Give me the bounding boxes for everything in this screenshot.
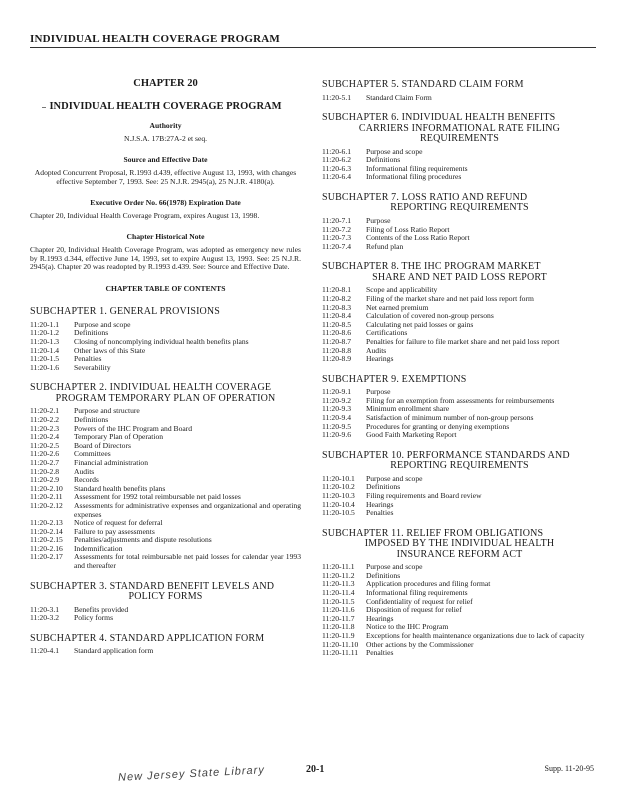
section-title: Minimum enrollment share [366,404,450,414]
section-number: 11:20-2.15 [30,535,63,545]
subchapter-heading [30,383,301,404]
subchapter-heading [322,262,597,283]
section-title: Hearings [366,354,394,364]
section-number: 11:20-1.4 [30,345,60,355]
section-entry [322,234,597,243]
section-entry [322,606,597,615]
section-entry [30,502,301,519]
subchapter-block [30,307,301,372]
section-title: Procedures for granting or denying exemptions [366,421,510,431]
section-entry [30,433,301,442]
section-title: Standard Claim Form [366,92,432,102]
section-number: 11:20-7.2 [322,224,352,234]
section-entry [322,641,597,650]
section-number: 11:20-11.2 [322,570,355,580]
subchapter-heading-line: POLICY FORMS [128,591,203,603]
section-number: 11:20-11.6 [322,605,355,615]
section-list [322,217,597,251]
section-title: Assessments for administrative expenses and organizational and operating expenses [74,500,301,519]
section-entry [30,338,301,347]
section-entry [322,397,597,406]
section-number: 11:20-8.4 [322,311,352,321]
subchapter-heading [322,113,597,145]
section-entry [322,563,597,572]
running-head: INDIVIDUAL HEALTH COVERAGE PROGRAM [30,33,280,45]
section-entry [30,519,301,528]
subchapter-heading [322,529,597,561]
section-number: 11:20-11.10 [322,639,359,649]
subchapter-block [322,529,597,658]
subchapter-block [322,262,597,363]
subchapter-heading-line: INSURANCE REFORM ACT [396,548,523,560]
section-number: 11:20-2.1 [30,406,60,416]
section-entry [322,347,597,356]
section-entry [322,148,597,157]
section-entry [322,338,597,347]
section-title: Filing for an exemption from assessments for reimbursements [366,395,555,405]
section-title: Other laws of this State [74,345,146,355]
section-entry [30,347,301,356]
section-title: Notice of request for deferral [74,518,163,528]
executive-order-text: Chapter 20, Individual Health Coverage Program, expires August 13, 1998. [30,210,260,220]
section-title: Records [74,475,99,485]
subchapter-block [322,80,597,102]
section-entry [322,431,597,440]
section-list [322,475,597,518]
section-entry [30,553,301,570]
subchapter-heading-line: CARRIERS INFORMATIONAL RATE FILING [358,122,561,134]
section-title: Net earned premium [366,302,429,312]
section-title: Board of Directors [74,440,131,450]
section-number: 11:20-2.7 [30,457,60,467]
section-number: 11:20-11.8 [322,622,355,632]
executive-order-heading: Executive Order No. 66(1978) Expiration Date [90,198,241,208]
subchapter-heading-line: SHARE AND NET PAID LOSS REPORT [372,271,547,283]
section-title: Penalties [366,508,394,518]
section-title: Definitions [366,570,401,580]
section-number: 11:20-9.3 [322,404,352,414]
section-number: 11:20-2.5 [30,440,60,450]
section-list [30,321,301,373]
section-number: 11:20-10.1 [322,473,355,483]
section-number: 11:20-2.6 [30,449,60,459]
section-entry [30,459,301,468]
section-number: 11:20-4.1 [30,646,60,656]
subchapter-heading [322,193,597,214]
subchapter-heading-line: REPORTING REQUIREMENTS [390,202,529,214]
subchapter-heading [30,307,301,318]
section-title: Audits [74,466,95,476]
subchapter-block [30,383,301,570]
section-entry [322,295,597,304]
section-number: 11:20-8.1 [322,285,352,295]
section-title: Audits [366,345,387,355]
section-number: 11:20-6.3 [322,163,352,173]
section-title: Definitions [74,328,109,338]
section-title: Satisfaction of minimum number of non-group persons [366,412,534,422]
section-title: Confidentiality of request for relief [366,596,473,606]
section-number: 11:20-8.8 [322,345,352,355]
section-list [322,286,597,363]
section-title: Contents of the Loss Ratio Report [366,233,470,243]
section-entry [30,407,301,416]
section-number: 11:20-8.6 [322,328,352,338]
subchapter-heading-line: SUBCHAPTER 1. GENERAL PROVISIONS [30,306,221,318]
section-entry [30,536,301,545]
section-number: 11:20-7.3 [322,233,352,243]
library-stamp: New Jersey State Library [117,764,266,784]
section-title: Severability [74,362,111,372]
section-title: Refund plan [366,241,404,251]
source-heading: Source and Effective Date [123,155,208,165]
section-list [322,563,597,658]
section-number: 11:20-7.1 [322,215,352,225]
section-list [30,606,301,623]
section-entry [30,606,301,615]
section-title: Certifications [366,328,408,338]
subchapter-heading-line: SUBCHAPTER 2. INDIVIDUAL HEALTH COVERAGE [30,382,272,394]
section-title: Assessments for total reimbursable net paid losses for calendar year 1993 and thereafter [74,552,301,571]
subchapter-heading-line: SUBCHAPTER 6. INDIVIDUAL HEALTH BENEFITS [322,112,556,124]
section-number: 11:20-11.3 [322,579,355,589]
section-entry [322,492,597,501]
section-number: 11:20-10.2 [322,482,355,492]
section-list [30,407,301,570]
section-title: Purpose and structure [74,406,140,416]
section-number: 11:20-10.3 [322,490,355,500]
section-number: 11:20-2.16 [30,543,63,553]
section-title: Hearings [366,613,394,623]
section-number: 11:20-11.4 [322,588,355,597]
section-entry [30,321,301,330]
subchapter-heading [30,582,301,603]
section-number: 11:20-10.5 [322,508,355,518]
section-title: Notice to the IHC Program [366,622,449,632]
section-title: Standard health benefits plans [74,483,166,493]
section-title: Good Faith Marketing Report [366,430,457,440]
section-title: Exceptions for health maintenance organizations due to lack of capacity [366,630,585,640]
section-title: Definitions [366,482,401,492]
section-number: 11:20-8.3 [322,302,352,312]
section-title: Informational filing requirements [366,163,468,173]
section-title: Scope and applicability [366,285,438,295]
section-title: Filing requirements and Board review [366,490,482,500]
section-number: 11:20-11.7 [322,613,355,623]
section-number: 11:20-6.1 [322,146,352,156]
section-number: 11:20-9.6 [322,430,352,440]
left-toc [30,307,301,656]
section-entry [322,217,597,226]
section-entry [322,649,597,658]
section-entry [322,615,597,624]
section-entry [322,321,597,330]
section-title: Penalties for failure to file market share and net paid loss report [366,336,560,346]
section-title: Definitions [366,155,401,165]
section-number: 11:20-2.11 [30,492,63,502]
right-column [322,80,597,669]
section-number: 11:20-2.4 [30,432,60,442]
subchapter-block [322,375,597,440]
subchapter-heading [322,80,597,91]
subchapter-heading-line: SUBCHAPTER 8. THE IHC PROGRAM MARKET [322,261,541,273]
section-title: Application procedures and filing format [366,579,491,589]
section-number: 11:20-6.2 [322,155,352,165]
section-title: Benefits provided [74,604,129,614]
section-number: 11:20-1.5 [30,354,60,364]
section-number: 11:20-5.1 [322,92,352,102]
supplement-date: Supp. 11-20-95 [544,764,594,773]
section-number: 11:20-2.2 [30,414,60,424]
section-entry [322,423,597,432]
section-number: 11:20-1.3 [30,337,60,346]
history-text: Chapter 20, Individual Health Coverage Program, was adopted as emergency new rules by R.1993 d.344, effective June 14, 1993, set to expire August 13, 1993. See: 25 N.J.R. 2945(a). Chapter 20 was readopted by R.1993 d.439. See: Source and Effective Date. [30,244,301,272]
section-number: 11:20-2.14 [30,526,63,536]
section-title: Powers of the IHC Program and Board [74,423,193,433]
section-number: 11:20-9.4 [322,412,352,422]
section-number: 11:20-8.5 [322,319,352,329]
section-list [322,388,597,440]
subchapter-heading-line: REPORTING REQUIREMENTS [390,460,529,472]
subchapter-block [322,113,597,182]
section-entry [30,450,301,459]
section-entry [30,614,301,623]
subchapter-heading-line: SUBCHAPTER 9. EXEMPTIONS [322,373,467,385]
section-number: 11:20-3.2 [30,613,60,623]
section-entry [322,509,597,518]
subchapter-heading-line: IMPOSED BY THE INDIVIDUAL HEALTH [364,538,555,550]
subchapter-heading-line: SUBCHAPTER 4. STANDARD APPLICATION FORM [30,632,265,644]
section-title: Assessment for 1992 total reimbursable net paid losses [74,492,241,502]
section-entry [322,173,597,182]
section-number: 11:20-8.9 [322,354,352,364]
section-title: Financial administration [74,457,149,467]
section-number: 11:20-8.2 [322,293,352,303]
section-number: 11:20-11.5 [322,596,355,606]
section-entry [30,425,301,434]
section-title: Failure to pay assessments [74,526,155,536]
header-rule [30,47,596,48]
section-number: 11:20-2.13 [30,518,63,528]
section-title: Penalties [74,354,102,364]
section-title: Closing of noncomplying individual health benefits plans [74,337,249,346]
section-entry [30,468,301,477]
section-title: Calculating net paid losses or gains [366,319,474,329]
chapter-title: INDIVIDUAL HEALTH COVERAGE PROGRAM [49,100,282,112]
section-number: 11:20-11.9 [322,630,355,640]
subchapter-block [30,634,301,656]
subchapter-heading-line: SUBCHAPTER 3. STANDARD BENEFIT LEVELS AND [30,580,275,592]
section-number: 11:20-10.4 [322,499,355,509]
section-number: 11:20-6.4 [322,172,352,182]
section-entry [30,364,301,373]
subchapter-heading [322,375,597,386]
section-entry [30,647,301,656]
section-number: 11:20-2.8 [30,466,60,476]
section-title: Purpose [366,215,391,225]
page-number: 20-1 [306,764,325,775]
section-list [30,647,301,656]
section-number: 11:20-11.1 [322,562,355,572]
chapter-number: CHAPTER 20 [133,78,198,89]
section-number: 11:20-2.17 [30,552,63,562]
subchapter-heading [322,451,597,472]
section-title: Purpose [366,387,391,397]
subchapter-heading-line: SUBCHAPTER 10. PERFORMANCE STANDARDS AND [322,449,570,461]
section-number: 11:20-11.11 [322,648,359,658]
section-number: 11:20-3.1 [30,604,60,614]
section-number: 11:20-2.3 [30,423,60,433]
section-title: Purpose and scope [366,146,423,156]
section-entry [322,501,597,510]
section-title: Other actions by the Commissioner [366,639,474,649]
section-title: Standard application form [74,646,154,656]
subchapter-block [30,582,301,623]
subchapter-block [322,451,597,518]
section-number: 11:20-7.4 [322,241,352,251]
section-number: 11:20-1.1 [30,319,60,329]
source-text: Adopted Concurrent Proposal, R.1993 d.439, effective August 13, 1993, with changes effective September 7, 1993. See: 25 N.J.R. 2945(a), 25 N.J.R. 4180(a). [34,167,297,186]
section-entry [30,476,301,485]
section-number: 11:20-2.12 [30,500,63,510]
toc-heading: CHAPTER TABLE OF CONTENTS [105,283,226,293]
subchapter-block [322,193,597,251]
section-title: Purpose and scope [366,562,423,572]
subchapter-heading-line: SUBCHAPTER 5. STANDARD CLAIM FORM [322,79,524,90]
section-title: Informational filing requirements [366,588,468,597]
authority-heading: Authority [149,121,182,131]
subchapter-heading-line: PROGRAM TEMPORARY PLAN OF OPERATION [55,392,276,404]
section-number: 11:20-2.10 [30,483,63,493]
section-number: 11:20-9.1 [322,387,352,397]
section-title: Purpose and scope [74,319,131,329]
subchapter-heading-line: REQUIREMENTS [419,133,500,145]
section-entry [30,355,301,364]
history-heading: Chapter Historical Note [126,232,205,242]
section-number: 11:20-2.9 [30,475,60,485]
section-title: Indemnification [74,543,123,553]
section-entry [322,94,597,103]
section-title: Purpose and scope [366,473,423,483]
section-entry [322,355,597,364]
section-title: Definitions [74,414,109,424]
section-entry [30,442,301,451]
section-number: 11:20-9.5 [322,421,352,431]
right-toc [322,80,597,658]
section-title: Informational filing procedures [366,172,462,182]
section-title: Penalties [366,648,394,658]
section-title: Policy forms [74,613,114,623]
section-title: Hearings [366,499,394,509]
section-title: Temporary Plan of Operation [74,432,164,442]
section-number: 11:20-1.2 [30,328,60,338]
section-number: 11:20-8.7 [322,336,352,346]
left-column [30,80,301,667]
section-number: 11:20-9.2 [322,395,352,405]
section-list [322,148,597,182]
section-title: Penalties/adjustments and dispute resolutions [74,535,212,545]
subchapter-heading-line: SUBCHAPTER 11. RELIEF FROM OBLIGATIONS [322,527,544,539]
section-title: Calculation of covered non-group persons [366,311,494,321]
section-title: Disposition of request for relief [366,605,462,615]
section-list [322,94,597,103]
section-number: 11:20-1.6 [30,362,60,372]
section-title: Committees [74,449,111,459]
section-title: Filing of the market share and net paid loss report form [366,293,534,303]
section-entry [322,475,597,484]
subchapter-heading [30,634,301,645]
authority-text: N.J.S.A. 17B:27A-2 et seq. [123,133,208,143]
section-title: Filing of Loss Ratio Report [366,224,450,234]
section-entry [322,243,597,252]
subchapter-heading-line: SUBCHAPTER 7. LOSS RATIO AND REFUND [322,191,528,203]
